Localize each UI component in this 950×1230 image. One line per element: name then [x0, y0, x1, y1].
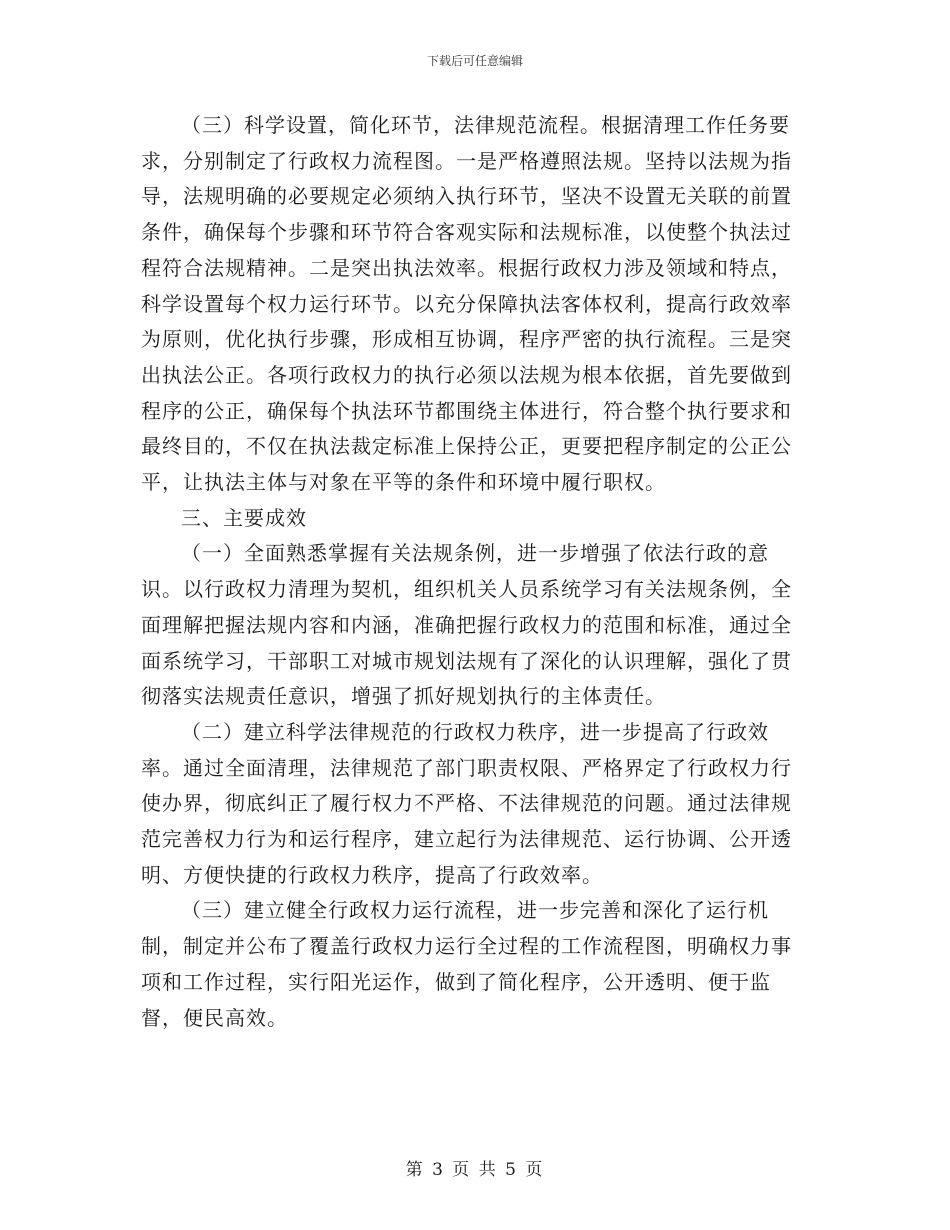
page-header-note: 下载后可任意编辑	[426, 54, 523, 68]
paragraph-process-design: （三）科学设置，简化环节，法律规范流程。根据清理工作任务要求，分别制定了行政权力流程图。一是严格遵照法规。坚持以法规为指导，法规明确的必要规定必须纳入执行环节，坚决不设置无关联的前置条件，确保每个步骤和环节符合客观实际和法规标准，以使整个执法过程符合法规精神。二是突出执法效率。根据行政权力涉及领域和特点，科学设置每个权力运行环节。以充分保障执法客体权利，提高行政效率为原则，优化执行步骤，形成相互协调，程序严密的执行流程。三是突出执法公正。各项行政权力的执行必须以法规为根本依据，首先要做到程序的公正，确保每个执法环节都围绕主体进行，符合整个执行要求和最终目的，不仅在执法裁定标准上保持公正，更要把程序制定的公正公平，让执法主体与对象在平等的条件和环境中履行职权。	[141, 113, 792, 495]
paragraph-result-1: （一）全面熟悉掌握有关法规条例，进一步增强了依法行政的意识。以行政权力清理为契机，组织机关人员系统学习有关法规条例，全面理解把握法规内容和内涵，准确把握行政权力的范围和标准，通过全面系统学习，干部职工对城市规划法规有了深化的认识理解，强化了贯彻落实法规责任意识，增强了抓好规划执行的主体责任。	[141, 541, 792, 709]
section-heading-main-results: 三、主要成效	[181, 505, 307, 530]
paragraph-result-2: （二）建立科学法律规范的行政权力秩序，进一步提高了行政效率。通过全面清理，法律规范了部门职责权限、严格界定了行政权力行使办界，彻底纠正了履行权力不严格、不法律规范的问题。通过法律规范完善权力行为和运行程序，建立起行为法律规范、运行协调、公开透明、方便快捷的行政权力秩序，提高了行政效率。	[141, 719, 792, 887]
paragraph-result-3: （三）建立健全行政权力运行流程，进一步完善和深化了运行机制，制定并公布了覆盖行政权力运行全过程的工作流程图，明确权力事项和工作过程，实行阳光运作，做到了简化程序，公开透明、便于监督，便民高效。	[141, 898, 792, 1030]
document-body	[141, 108, 809, 1036]
page-number-footer: 第 3 页 共 5 页	[405, 1160, 545, 1180]
